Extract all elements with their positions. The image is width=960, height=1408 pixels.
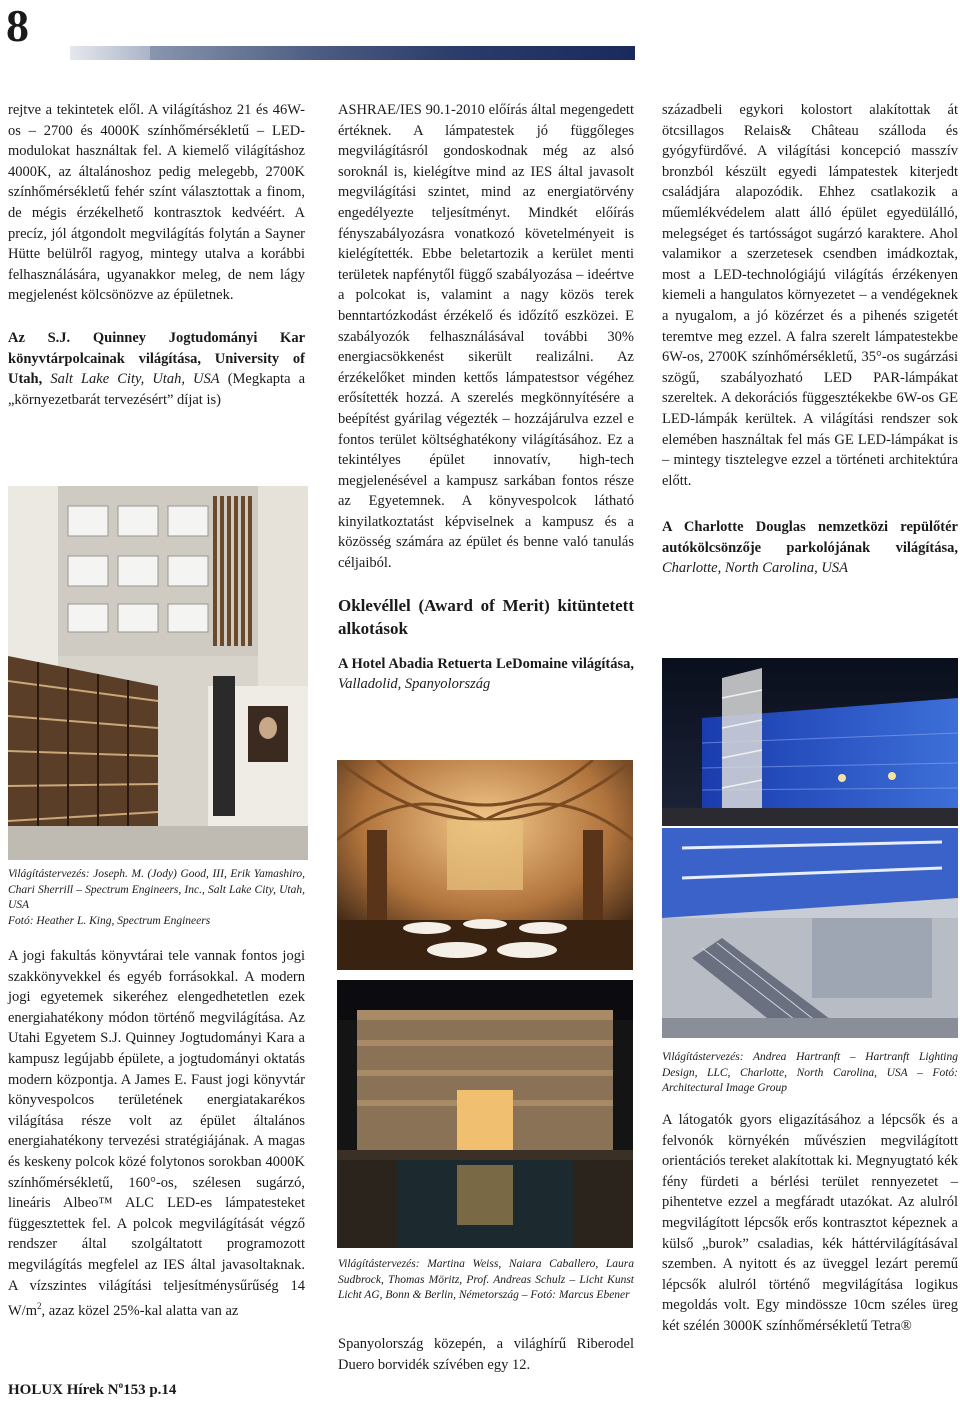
header-bar — [70, 46, 635, 60]
hotel-heading-location: Valladolid, Spanyolország — [338, 676, 491, 693]
hotel-heading-bold: A Hotel Abadia Retuerta LeDomaine világítása, — [338, 655, 634, 672]
hotel-vaulted-dining-photo — [337, 760, 633, 970]
col2-body: ASHRAE/IES 90.1-2010 előírás által megengedett értéknek. A lámpatestek jó függőleges megvilágításról gondoskodnak még az alsó soroknál is, kielégítve mind az IES által javasolt megvilágítási szintet, mind az energiatörvény engedélyezte teljesítményt. Mindkét előírás fényszabályozásra vonatkozó követelményeit is kielégítették. Ebbe beletartozik a kerület menti területek napfénytől függő szabályozása – ideértve a polcokat is, valamint a nagy közös terek benntartózkodást érzékelő és időzítő eszközei. E szabályozók felhasználásával további 30% energiacsökkenést sikerült realizálni. Az érzékelőket minden kettős lámpatestsor végéhez erősítették hozzá. A szerelés megkönnyítésére a beépítést gyárilag végezték – hozzájárulva ezzel e fontos terület költséghatékony világításához. Ez a tekintélyes épület innovatív, high-tech megjelenésével a kampusz sarkában fontos része az Egyetemnek. A könyvespolcok látható kinyilatkoztatást képviselnek a kampusz és a közösség számára az épület és benne való tanulás céljaiból. — [338, 102, 634, 572]
hotel-exterior-graphic — [337, 980, 633, 1248]
col1-intro-text: rejtve a tekintetek elől. A világításhoz 21 és 46W-os – 2700 és 4000K színhőmérsékletű – LED-modulokat használtak fel. A kiemelő világításhoz 4000K, az általánoshoz pedig melegebb, 2700K színhőmérsékletű fehér színt választottak a finom, de mégis érzékelhető kontrasztok kedvéért. A precíz, jól átgondolt megvilágítás folytán a Sayner Hütte belülről ragyog, mintegy utalva a korábbi felhasználására, ugyanakkor meleg, de nem lágy megjelenést kölcsönözve az épületnek. — [8, 102, 305, 304]
airport-heading-location: Charlotte, North Carolina, USA — [662, 560, 848, 577]
library-body-text: A jogi fakultás könyvtárai tele vannak fontos jogi szakkönyvekkel és egyéb forrásokkal. A modern jogi egyetemek sikeréhez elengedhetetlen ezek energiahatékony módon történő megvilágítása. Az Utahi Egyetem S.J. Quinney Jogtudományi Kara a kampusz legújabb épülete, a jogtudományi oktatás modern központja. A James E. Faust jogi könyvtár könyvespolcos területének energiatakarékos világítása része volt az épület általános energiahatékony tervezési stratégiájának. A magas és keskeny polcok közé folytonos sorokban 4000K színhőmérsékletű, 160°-os, szélesen sugárzó, lineáris Albeo™ ALC LED-es lámpatesteket függesztettek fel. A polcok megvilágítását végző rendszer által szolgáltatott programozott megvilágítás megfelel az IES által javasoltaknak. A vízszintes világítási teljesítménysűrűség 14 W/m — [8, 948, 305, 1319]
library-bookshelves-photo — [8, 486, 308, 860]
hotel-interior-graphic — [337, 760, 633, 970]
garage-exterior-graphic — [662, 658, 958, 826]
column-2 — [338, 100, 634, 695]
library-heading-bold: Az S.J. Quinney Jogtudományi Kar könyvtárpolcainak világítása, University of Utah, — [8, 329, 305, 388]
library-body-end: , azaz közel 25%-kal alatta van az — [41, 1302, 239, 1319]
library-heading-location: Salt Lake City, Utah, USA — [50, 371, 220, 388]
library-caption-block — [8, 867, 305, 929]
footer-sup: o — [118, 1380, 124, 1390]
airport-body-block — [662, 1110, 958, 1337]
hotel-body-block — [338, 1334, 634, 1375]
airport-body: A látogatók gyors eligazításához a lépcsők és a felvonók környékén művészien megvilágított orientációs tereket alakítottak ki. Megnyugtató kék fény fürdeti a bérlési terület rennyezetet – pihentetve ezzel a megfáradt utazókat. Az alulról megvilágított lépcsők erős kontrasztot képeznek a külső „burok” csaladias, kék háttérvilágításával szemben. A nyitott és az üveggel lezárt peremű lépcsők alulról történő megvilágítása logikus megoldás volt. Egy mindössze 10cm széles üreg két szélén 3000K színhőmérsékletű Tetra® — [662, 1112, 958, 1334]
escalator-interior-photo — [662, 828, 958, 1038]
library-caption: Világítástervezés: Joseph. M. (Jody) Good, III, Erik Yamashiro, Chari Sherrill – Spectrum Engineers, Inc., Salt Lake City, Utah, USA Fotó: Heather L. King, Spectrum Engineers — [8, 868, 305, 927]
unit-superscript: 2 — [37, 1301, 42, 1312]
footer-text-2: 153 p.14 — [123, 1382, 177, 1398]
footer — [8, 1380, 176, 1399]
library-body-block — [8, 946, 305, 1322]
hotel-night-pool-photo — [337, 980, 633, 1248]
col3-body: századbeli egykori kolostort alakítottak át ötcsillagos Relais& Château szálloda és gyógyfürdővé. A világítási koncepció masszív bronzból készült egyedi lámpatestek kiterjedt családjára alapozódik. Ehhez csatlakozik a műemlékvédelem alatt álló épület egyedülálló, melegséget és tartósságot sugárzó karaktere. Ahol valamikor a szerzetesek csendben imádkoztak, most a LED-technológiájú világítás érzékenyen kiemeli a hangulatos környezetet – a vendégeknek a nyugalom, a jó közérzet és a pihenés szigetét teremtve meg ezzel. A falra szerelt lámpatestekbe 6W-os, 2700K színhőmérsékletű, 35°-os sugárzási szögű, szabályozható LED PAR-lámpákat szereltek. A dekorációs függesztékekbe 6W-os GE LED-lámpák kerültek. A világítási rendszer sok elemében használtak fel más GE LED-lámpákat is – mintegy tisztelegve ezzel a történeti architektúra előtt. — [662, 102, 958, 489]
hotel-caption: Világítástervezés: Martina Weiss, Naiara Caballero, Laura Sudbrock, Thomas Möritz, Prof. Andreas Schulz – Licht Kunst Licht AG, Bonn & Berlin, Németország – Fotó: Marcus Ebener — [338, 1258, 634, 1301]
library-body — [8, 946, 305, 1322]
parking-garage-blue-photo — [662, 658, 958, 826]
footer-text: HOLUX Hírek N — [8, 1382, 119, 1398]
airport-heading — [662, 517, 958, 579]
page-number: 8 — [6, 0, 29, 51]
airport-caption-block — [662, 1050, 958, 1097]
hotel-caption-block — [338, 1257, 634, 1304]
library-photo-graphic — [8, 486, 308, 860]
garage-interior-graphic — [662, 828, 958, 1038]
library-heading — [8, 328, 305, 410]
library-heading-note: (Megkapta a „környezetbarát tervezésért” díjat is) — [8, 371, 306, 408]
airport-caption: Világítástervezés: Andrea Hartranft – Hartranft Lighting Design, LLC, Charlotte, North Carolina, USA – Fotó: Architectural Image Group — [662, 1051, 958, 1094]
column-3 — [662, 100, 958, 579]
award-section-heading: Oklevéllel (Award of Merit) kitüntetett alkotások — [338, 595, 634, 638]
hotel-heading — [338, 654, 634, 695]
hotel-body: Spanyolország közepén, a világhírű Riberodel Duero borvidék szívében egy 12. — [338, 1336, 634, 1373]
airport-heading-bold: A Charlotte Douglas nemzetközi repülőtér autókölcsönzője parkolójának világítása, — [662, 519, 958, 556]
column-1 — [8, 100, 305, 410]
